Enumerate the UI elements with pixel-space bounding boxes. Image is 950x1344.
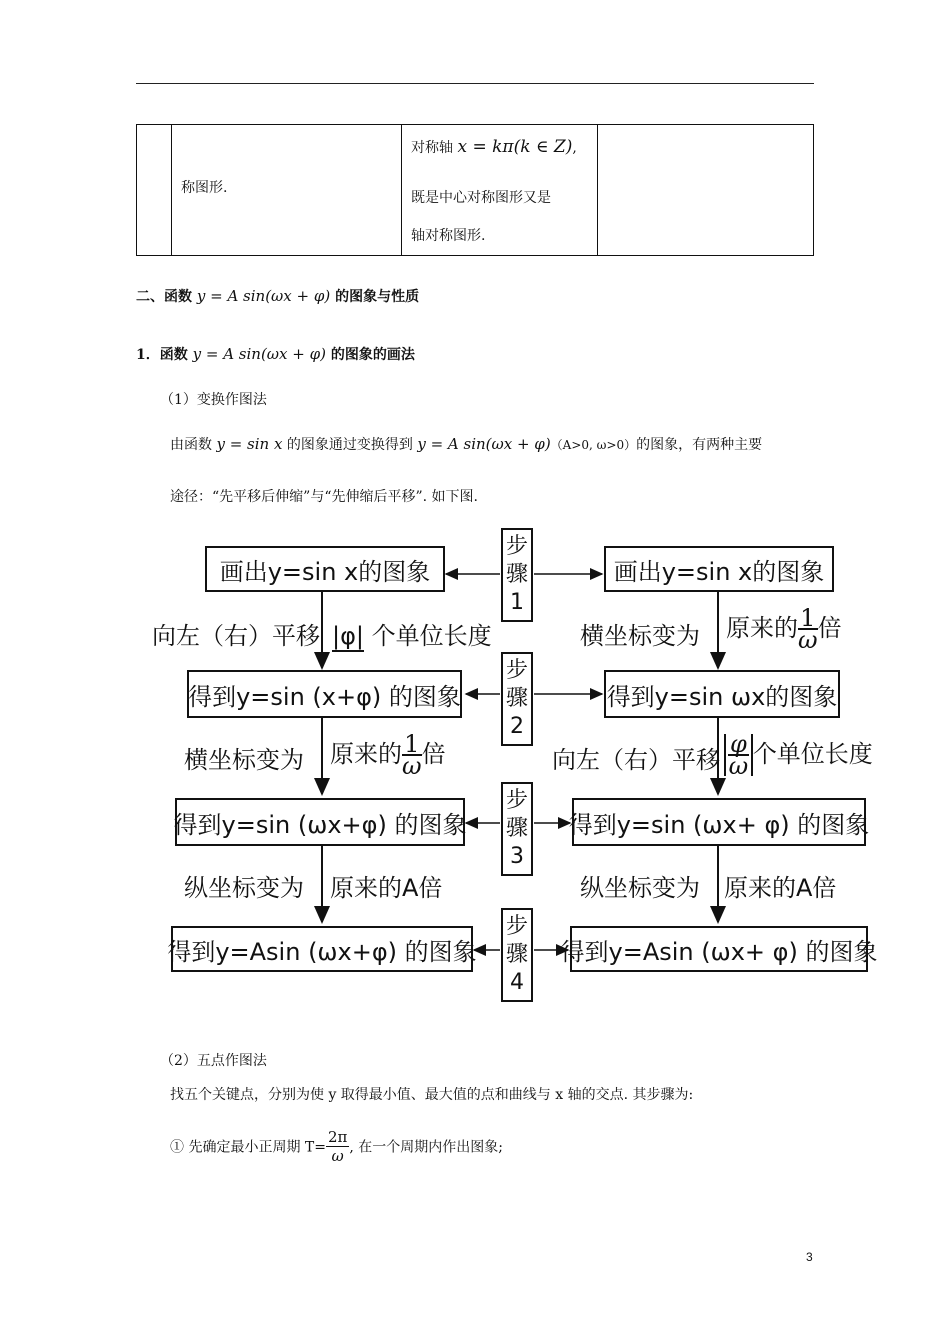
left-box-1: 画出y=sin x的图象 — [205, 546, 445, 592]
right-label-1-value: 原来的 $\frac{1}{\omega}$ 倍 — [726, 604, 842, 654]
left-label-3-value: 原来的A倍 — [330, 874, 443, 902]
right-box-2: 得到y=sin ωx的图象 — [604, 670, 840, 718]
left-label-1-value: |φ| 个单位长度 — [332, 622, 492, 650]
right-label-2: 向左（右）平移 — [552, 746, 720, 774]
left-box-4: 得到y=Asin (ωx+φ) 的图象 — [171, 926, 473, 972]
method1-paragraph: 由函数 y = sin x 的图象通过变换得到 y = A sin(ωx + φ)（A>0, ω>0）的图象，有两种主要 — [170, 435, 763, 453]
method1-paragraph-2: 途径：“先平移后伸缩”与“先伸缩后平移”. 如下图. — [170, 489, 478, 505]
left-label-3: 纵坐标变为 — [184, 874, 304, 902]
table-cell-axis: 对称轴 x = kπ(k ∈ Z), — [411, 137, 577, 157]
fraction: $\frac{\varphi}{\omega}$ — [724, 734, 753, 776]
right-label-3-value: 原来的A倍 — [724, 874, 837, 902]
method2-heading: （2）五点作图法 — [160, 1053, 267, 1069]
right-box-3: 得到y=sin (ωx+ φ) 的图象 — [572, 798, 866, 846]
fraction: $\frac{2\pi}{\omega}$ — [327, 1128, 348, 1165]
right-box-4: 得到y=Asin (ωx+ φ) 的图象 — [570, 926, 868, 972]
right-label-3: 纵坐标变为 — [580, 874, 700, 902]
section-title: 二、函数 y = A sin(ωx + φ) 的图象与性质 — [136, 287, 420, 305]
table-cell-text: 既是中心对称图形又是 — [411, 190, 551, 206]
left-label-1: 向左（右）平移 — [152, 622, 320, 650]
subsection-title: 1．函数 y = A sin(ωx + φ) 的图象的画法 — [136, 345, 415, 363]
step-box-3: 步 骤 3 — [501, 782, 533, 876]
table-cell-text: 称图形. — [181, 180, 228, 196]
page-number: 3 — [806, 1250, 813, 1264]
left-box-2: 得到y=sin (x+φ) 的图象 — [187, 670, 462, 718]
table-cell-text: 轴对称图形. — [411, 228, 486, 244]
step-box-4: 步 骤 4 — [501, 908, 533, 1002]
left-box-3: 得到y=sin (ωx+φ) 的图象 — [175, 798, 465, 846]
method2-step-1: ① 先确定最小正周期 T= $\frac{2\pi}{\omega}$ , 在一个周期内作出图象; — [170, 1128, 503, 1165]
right-label-1: 横坐标变为 — [580, 622, 700, 650]
left-label-2-value: 原来的 $\frac{1}{\omega}$ 倍 — [330, 730, 446, 780]
right-label-2-value: $\frac{\varphi}{\omega}$ 个单位长度 — [724, 734, 873, 776]
step-box-1: 步 骤 1 — [501, 528, 533, 622]
left-label-2: 横坐标变为 — [184, 746, 304, 774]
method1-heading: （1）变换作图法 — [160, 392, 267, 408]
fraction: $\frac{1}{\omega}$ — [402, 730, 422, 780]
fraction: $\frac{1}{\omega}$ — [798, 604, 818, 654]
method2-paragraph: 找五个关键点，分别为使 y 取得最小值、最大值的点和曲线与 x 轴的交点. 其步骤为: — [170, 1087, 694, 1103]
right-box-1: 画出y=sin x的图象 — [604, 546, 834, 592]
step-box-2: 步 骤 2 — [501, 652, 533, 746]
